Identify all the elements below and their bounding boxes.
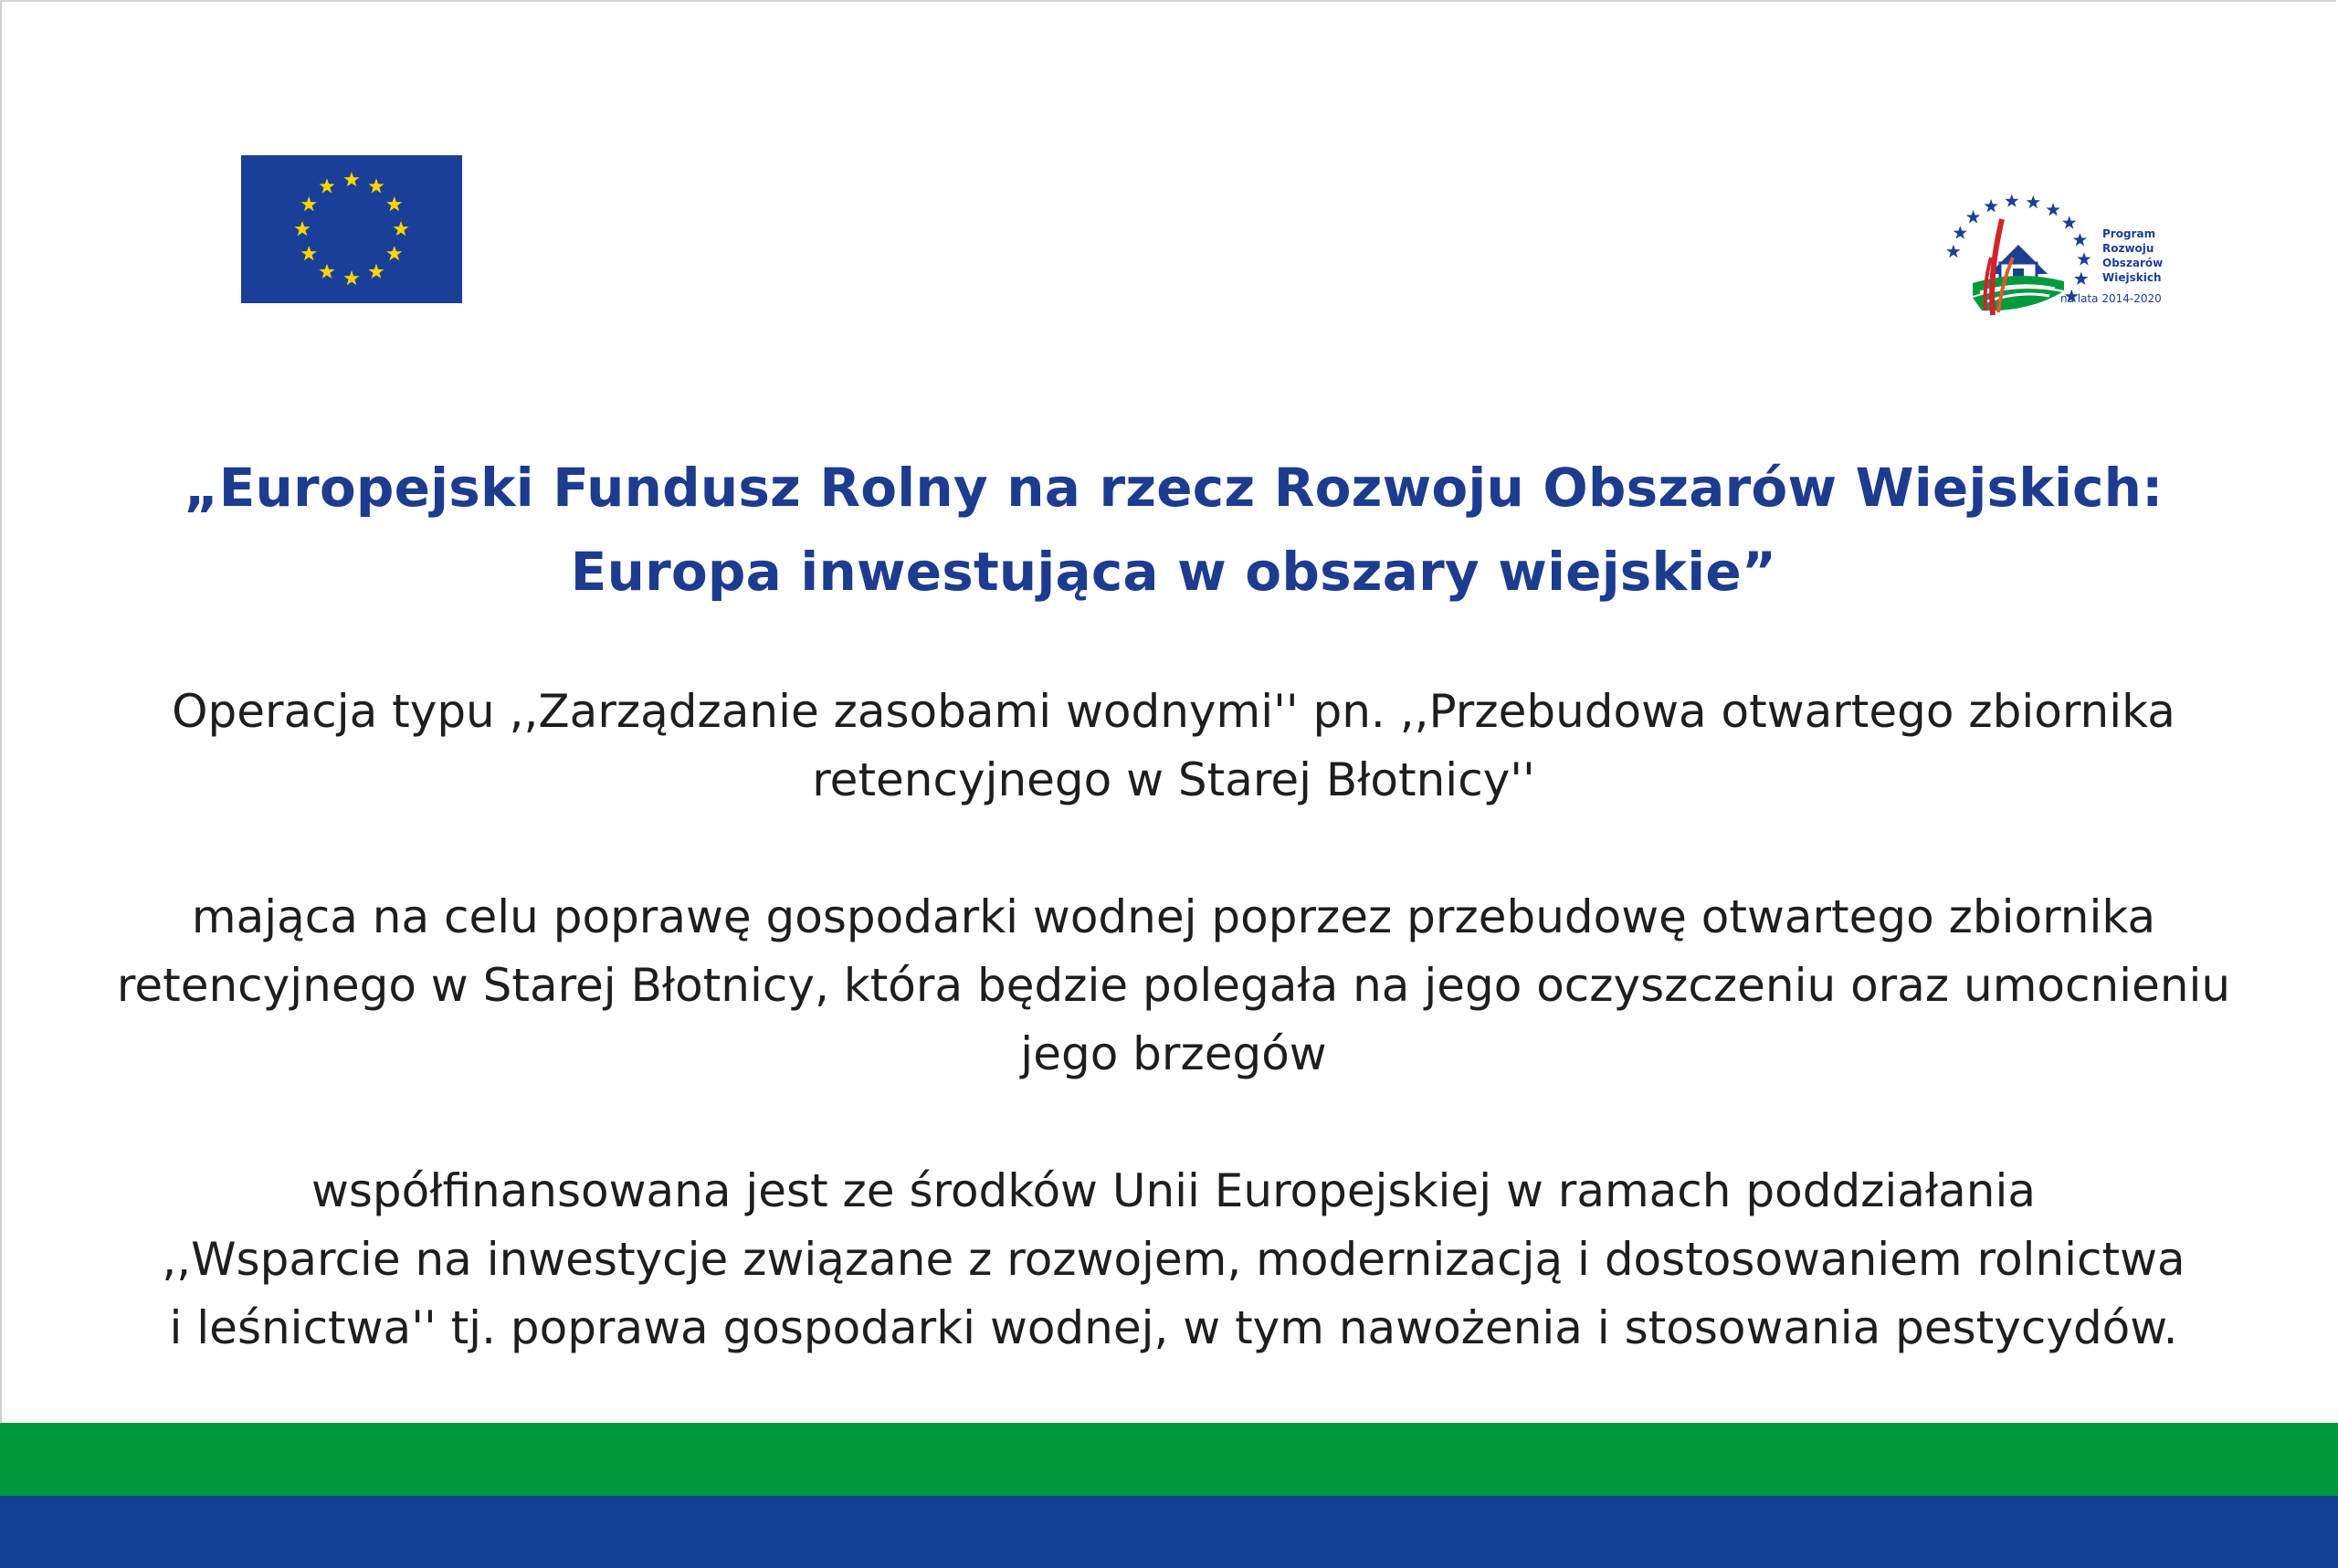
prow-star-icon xyxy=(2046,203,2059,216)
prow-logo-line: Wiejskich xyxy=(2102,271,2162,284)
prow-star-icon xyxy=(2062,216,2076,228)
goal-paragraph xyxy=(91,883,2256,1089)
prow-star-icon xyxy=(1954,226,1967,238)
page-title xyxy=(91,446,2256,614)
paragraph-line: ,,Wsparcie na inwestycje związane z rozwojem, modernizacją i dostosowaniem rolnictwa xyxy=(162,1233,2185,1286)
footer-band-green xyxy=(0,1423,2338,1496)
paragraph-line: retencyjnego w Starej Błotnicy'' xyxy=(812,753,1535,806)
prow-logo-line: Program xyxy=(2102,227,2156,240)
prow-star-icon xyxy=(2073,233,2087,246)
prow-star-icon xyxy=(2027,195,2040,208)
prow-logo-text xyxy=(2102,226,2163,285)
prow-star-icon xyxy=(1946,245,1960,258)
prow-star-icon xyxy=(1984,199,1997,212)
operation-paragraph xyxy=(91,678,2256,815)
prow-logo-line: Obszarów xyxy=(2102,257,2164,269)
prow-star-icon xyxy=(2074,272,2088,285)
prow-logo-years: na lata 2014-2020 xyxy=(2060,292,2162,305)
title-line: Europa inwestująca w obszary wiejskie” xyxy=(570,541,1777,603)
prow-logo-line: Rozwoju xyxy=(2102,242,2154,255)
eu-flag-icon xyxy=(241,155,462,303)
paragraph-line: współfinansowana jest ze środków Unii Europejskiej w ramach poddziałania xyxy=(311,1164,2037,1217)
paragraph-line: i leśnictwa'' tj. poprawa gospodarki wodnej, w tym nawożenia i stosowania pestycydów. xyxy=(169,1301,2178,1354)
prow-logo xyxy=(1936,174,2164,320)
footer-band-blue xyxy=(0,1496,2338,1568)
paragraph-line: mająca na celu poprawę gospodarki wodnej poprzez przebudowę otwartego zbiornika xyxy=(191,890,2156,943)
funding-paragraph xyxy=(91,1157,2256,1363)
paragraph-line: Operacja typu ,,Zarządzanie zasobami wodnymi'' pn. ,,Przebudowa otwartego zbiornika xyxy=(172,685,2175,738)
paragraph-line: retencyjnego w Starej Błotnicy, która będzie polegała na jego oczyszczeniu oraz umocnieniu xyxy=(116,959,2231,1012)
prow-star-icon xyxy=(2077,252,2091,265)
title-line: „Europejski Fundusz Rolny na rzecz Rozwoju Obszarów Wiejskich: xyxy=(184,457,2164,519)
prow-star-icon xyxy=(1966,210,1980,223)
paragraph-line: jego brzegów xyxy=(1020,1027,1327,1080)
prow-star-icon xyxy=(2005,194,2018,206)
